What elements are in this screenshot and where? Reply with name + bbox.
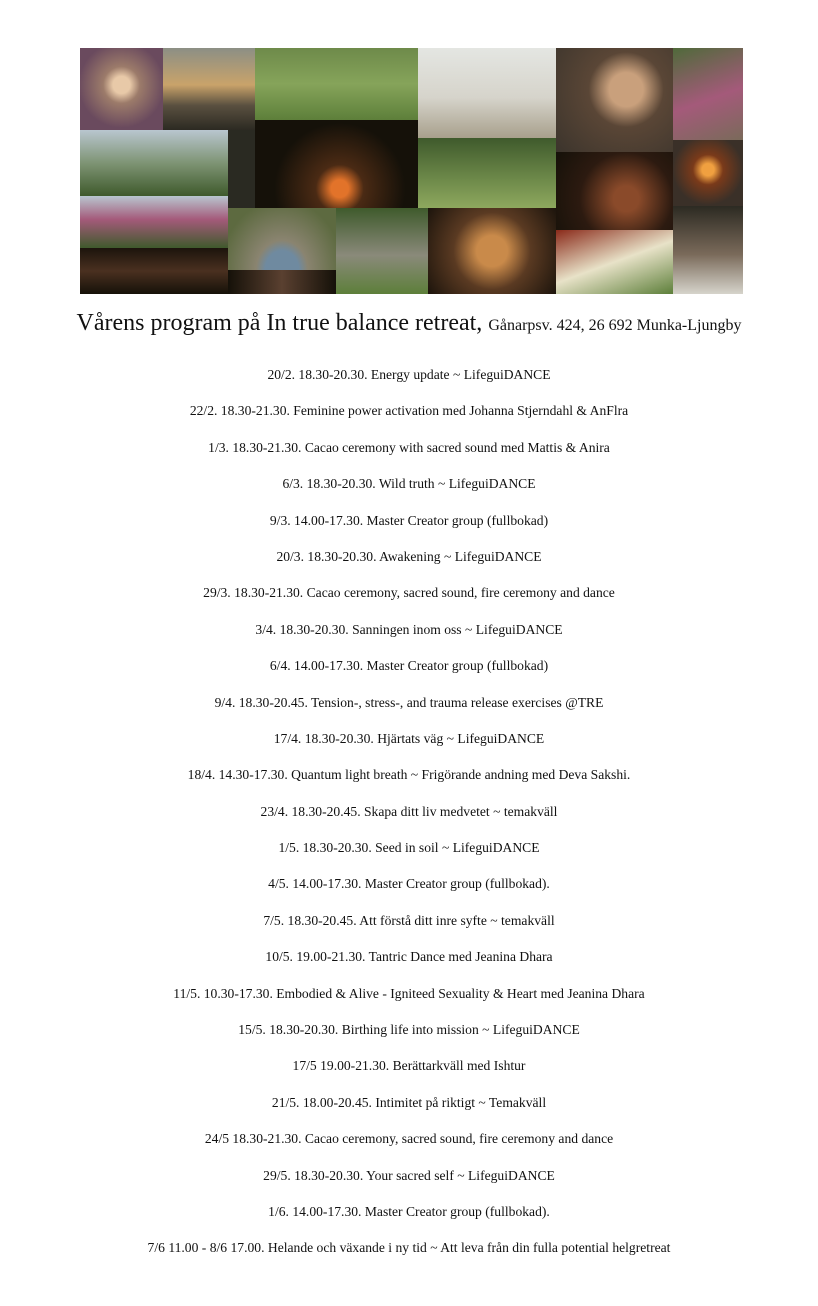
event-item: 9/4. 18.30-20.45. Tension-, stress-, and trauma release exercises @TRE [214,694,604,710]
photo-night-dance [556,152,673,230]
photo-night-lake [80,248,228,294]
photo-collage [80,48,743,294]
event-item: 6/3. 18.30-20.30. Wild truth ~ LifeguiDANCE [282,476,536,492]
event-item: 18/4. 14.30-17.30. Quantum light breath ~ Frigörande andning med Deva Sakshi. [187,767,631,783]
event-item: 1/3. 18.30-21.30. Cacao ceremony with sacred sound med Mattis & Anira [208,439,610,455]
photo-interior-hall [418,48,556,138]
program-heading [0,310,818,337]
event-item: 1/6. 14.00-17.30. Master Creator group (fullbokad). [268,1203,550,1219]
event-item: 17/5 19.00-21.30. Berättarkväll med Ishtur [292,1058,526,1074]
event-item: 29/3. 18.30-21.30. Cacao ceremony, sacred sound, fire ceremony and dance [203,585,615,601]
event-item: 4/5. 14.00-17.30. Master Creator group (fullbokad). [268,876,550,892]
photo-meditating-woman [80,48,163,130]
photo-couple-portrait [556,48,673,152]
photo-evening-gathering [228,270,336,294]
program-title: Vårens program på In true balance retreat, [76,310,489,336]
photo-red-cottage-blossom [556,230,673,294]
event-item: 17/4. 18.30-20.30. Hjärtats väg ~ LifeguiDANCE [273,730,545,746]
event-item: 20/3. 18.30-20.30. Awakening ~ LifeguiDANCE [276,548,542,564]
event-item: 23/4. 18.30-20.45. Skapa ditt liv medvetet ~ temakväll [260,803,558,819]
event-item: 9/3. 14.00-17.30. Master Creator group (fullbokad) [269,512,549,528]
event-item: 22/2. 18.30-21.30. Feminine power activation med Johanna Stjerndahl & AnFlra [189,403,629,419]
photo-circle-on-meadow [418,138,556,208]
event-item: 7/6 11.00 - 8/6 17.00. Helande och växande i ny tid ~ Att leva från din fulla potential helgretreat [147,1240,671,1256]
photo-lit-room [428,208,556,294]
event-item: 24/5 18.30-21.30. Cacao ceremony, sacred sound, fire ceremony and dance [204,1131,614,1147]
photo-flowers-corner [673,48,743,140]
photo-stone-bridge [228,208,336,270]
event-item: 20/2. 18.30-20.30. Energy update ~ LifeguiDANCE [267,367,551,382]
venue-address: Gånarpsv. 424, 26 692 Munka-Ljungby [488,317,742,334]
photo-window-sunset [163,48,255,130]
event-item: 11/5. 10.30-17.30. Embodied & Alive - Igniteed Sexuality & Heart med Jeanina Dhara [173,985,645,1001]
photo-rhododendron-garden [80,196,228,248]
photo-group-hug [336,208,428,294]
photo-misty-forest [80,130,228,196]
event-item: 3/4. 18.30-20.30. Sanningen inom oss ~ LifeguiDANCE [255,621,563,637]
event-item: 10/5. 19.00-21.30. Tantric Dance med Jeanina Dhara [265,949,553,965]
photo-night-fire-people [255,120,418,208]
photo-interior-evening [673,206,743,294]
event-item: 29/5. 18.30-20.30. Your sacred self ~ LifeguiDANCE [263,1167,555,1183]
event-item: 21/5. 18.00-20.45. Intimitet på riktigt ~ Temakväll [271,1094,547,1110]
event-item: 7/5. 18.30-20.45. Att förstå ditt inre syfte ~ temakväll [263,912,555,928]
event-item: 6/4. 14.00-17.30. Master Creator group (fullbokad) [269,658,549,674]
event-item: 15/5. 18.30-20.30. Birthing life into mission ~ LifeguiDANCE [238,1022,580,1038]
event-item: 1/5. 18.30-20.30. Seed in soil ~ LifeguiDANCE [278,840,540,856]
photo-fire-bowl [673,140,743,206]
event-list [0,364,818,1274]
photo-dancers-on-lawn [255,48,418,120]
